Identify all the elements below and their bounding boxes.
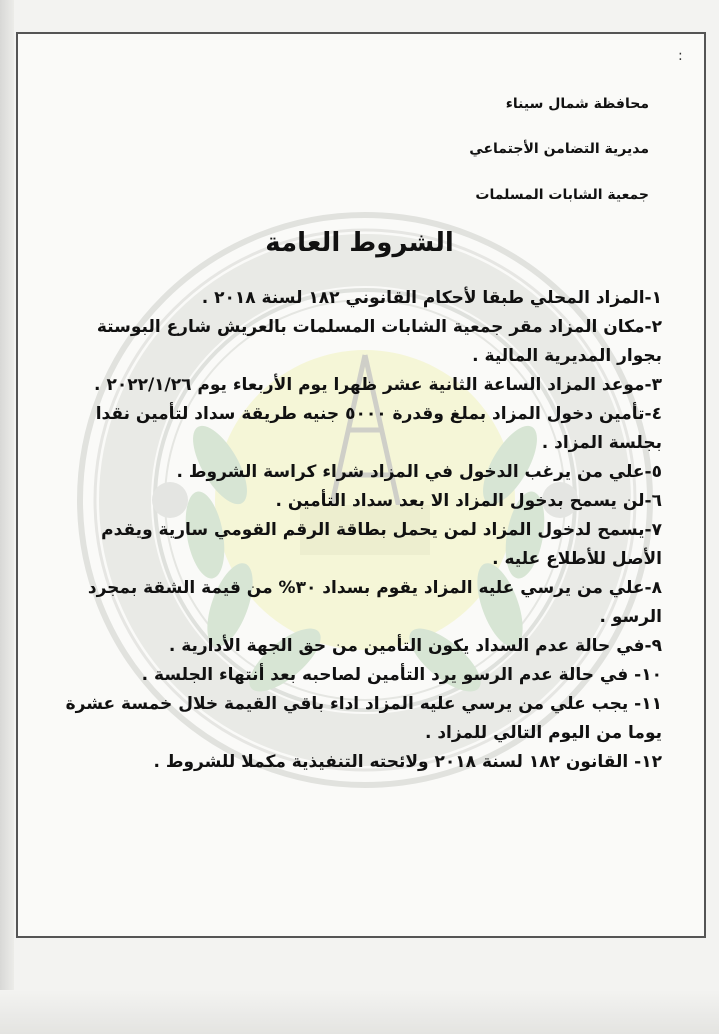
term-item: ١١- يجب علي من يرسي عليه المزاد اداء باقي القيمة خلال خمسة عشرة يوما من اليوم التالي للمزاد . — [65, 694, 662, 743]
term-item: ٨-علي من يرسي عليه المزاد يقوم بسداد ٣٠% من قيمة الشقة بمجرد الرسو . — [87, 578, 662, 627]
terms-list — [62, 284, 662, 777]
scan-bottom-edge — [0, 990, 719, 1034]
directorate-name: مديرية التضامن الأجتماعي — [469, 141, 649, 157]
term-item: ٦-لن يسمح بدخول المزاد الا بعد سداد التأمين . — [275, 491, 662, 511]
term-item: ٩-في حالة عدم السداد يكون التأمين من حق الجهة الأدارية . — [168, 636, 662, 656]
term-item: ١٠- في حالة عدم الرسو يرد التأمين لصاحبه بعد أنتهاء الجلسة . — [141, 665, 662, 685]
corner-mark: : — [678, 48, 683, 64]
governorate-name: محافظة شمال سيناء — [505, 96, 649, 112]
term-item: ٤-تأمين دخول المزاد بملغ وقدرة ٥٠٠٠ جنيه طريقة سداد لتأمين نقدا بجلسة المزاد . — [95, 404, 662, 453]
document-title: الشروط العامة — [265, 228, 454, 258]
term-item: ٢-مكان المزاد مقر جمعية الشابات المسلمات بالعريش شارع البوستة بجوار المديرية المالية . — [96, 317, 662, 366]
term-item: ٥-علي من يرغب الدخول في المزاد شراء كراسة الشروط . — [176, 462, 662, 482]
association-name: جمعية الشابات المسلمات — [475, 187, 649, 203]
scan-edge — [0, 0, 14, 1034]
term-item: ١-المزاد المحلي طبقا لأحكام القانوني ١٨٢ لسنة ٢٠١٨ . — [201, 288, 662, 308]
term-item: ٣-موعد المزاد الساعة الثانية عشر ظهرا يوم الأربعاء يوم ٢٠٢٢/١/٢٦ . — [94, 375, 662, 395]
term-item: ٧-يسمح لدخول المزاد لمن يحمل بطاقة الرقم القومي سارية ويقدم الأصل للأطلاع عليه . — [101, 520, 662, 569]
term-item: ١٢- القانون ١٨٢ لسنة ٢٠١٨ ولائحته التنفيذية مكملا للشروط . — [153, 752, 662, 772]
